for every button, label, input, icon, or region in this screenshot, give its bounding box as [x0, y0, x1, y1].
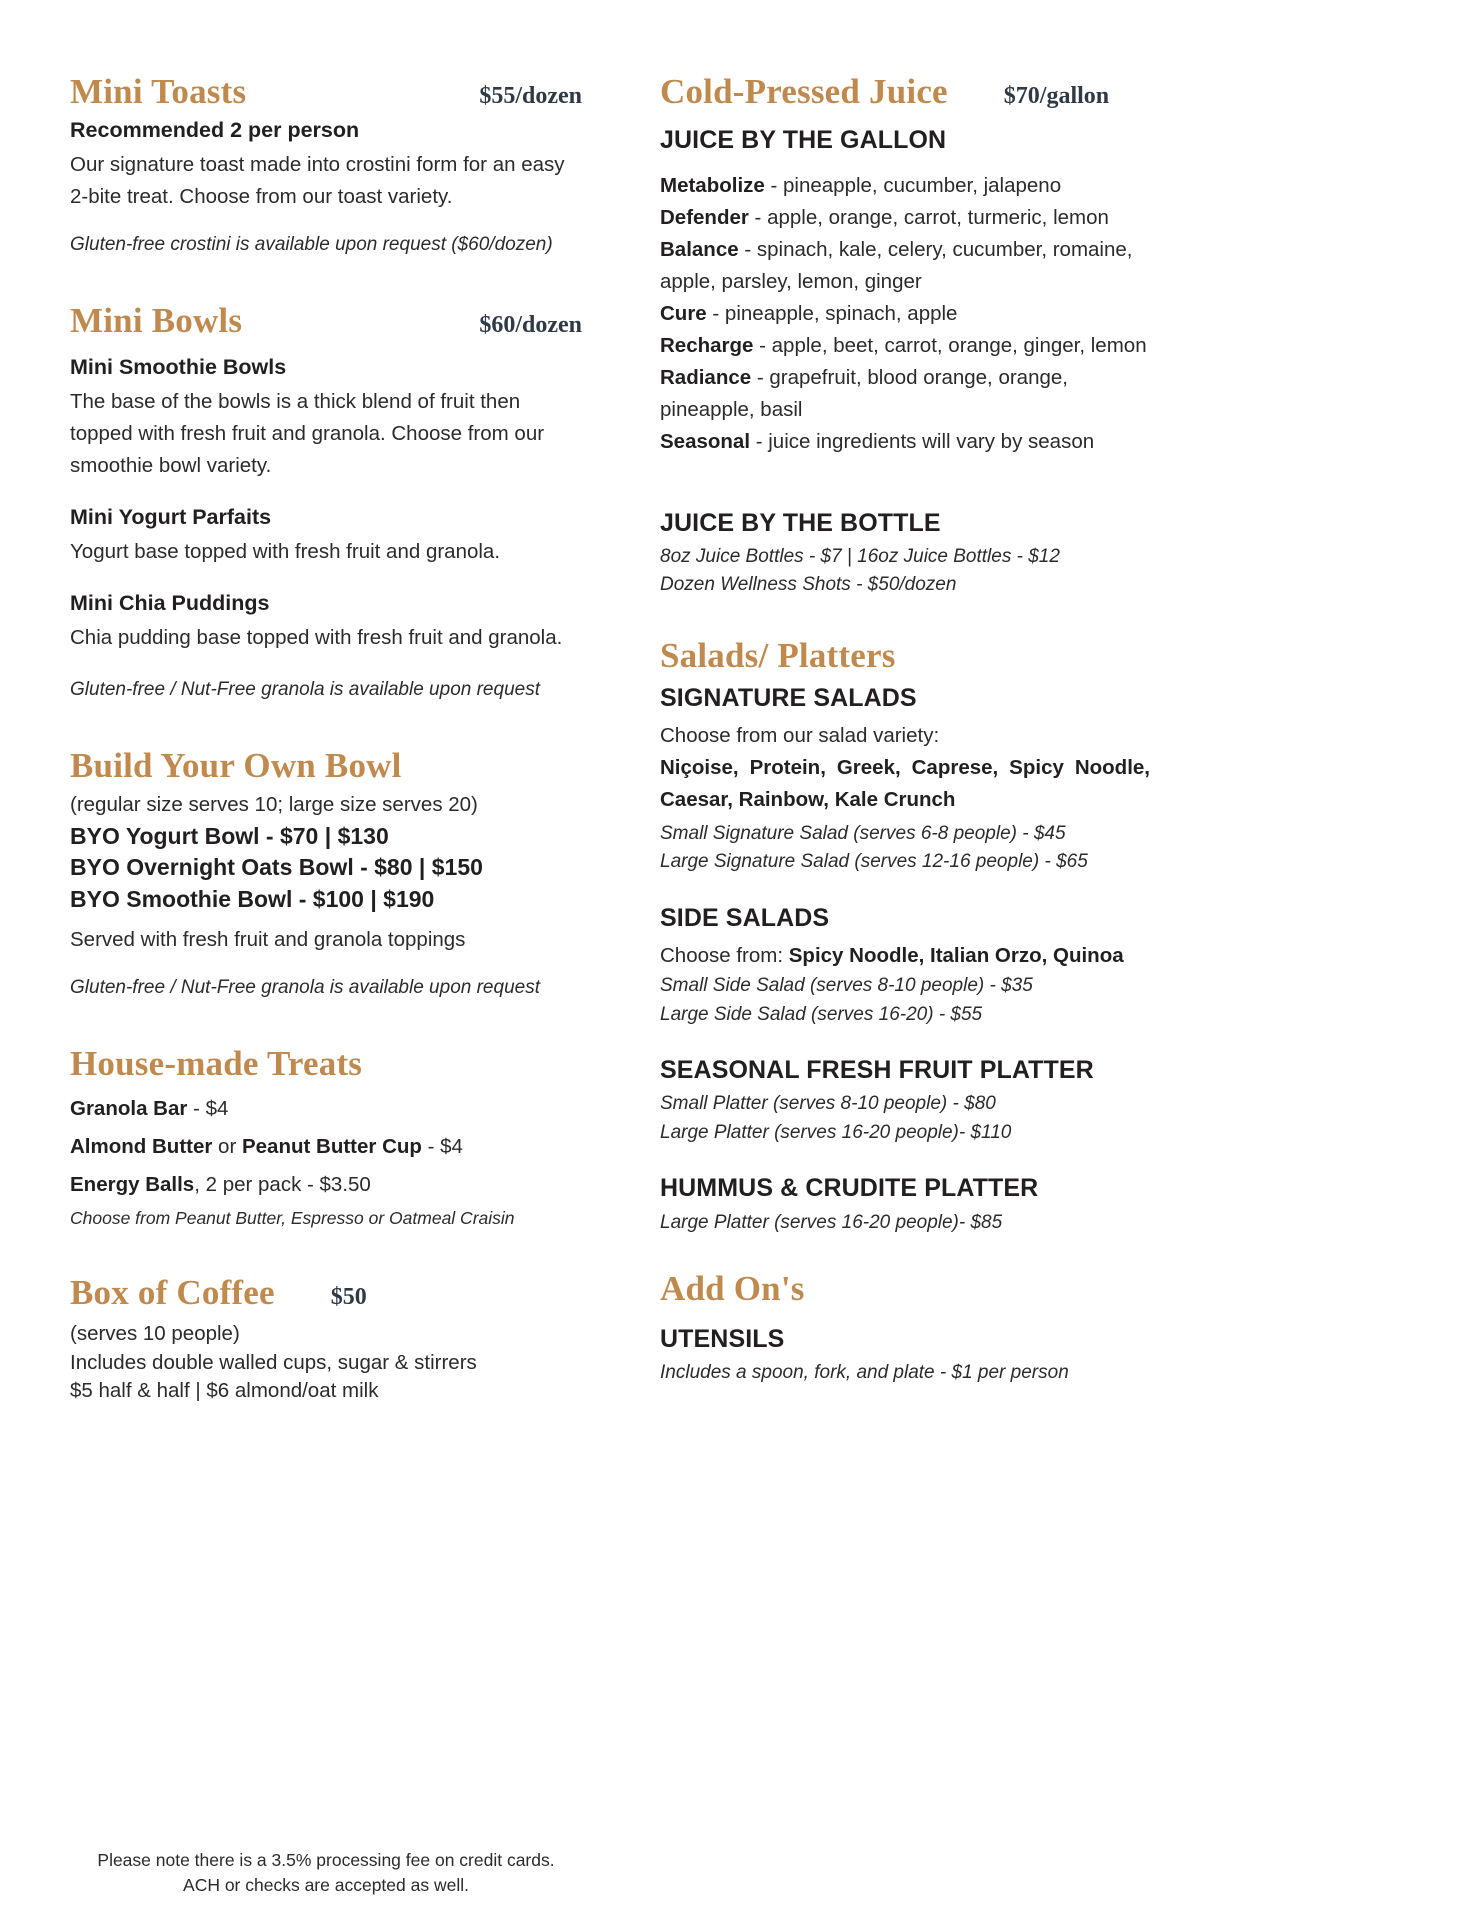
treat-peanut-butter-cup-name: Peanut Butter Cup	[241, 1135, 422, 1159]
juice-title: Cold-Pressed Juice	[660, 72, 948, 111]
left-column	[70, 0, 582, 1406]
processing-fee-line: Please note there is a 3.5% processing fee on credit cards.	[97, 1850, 555, 1870]
treat-butter-cup-price: - $4	[421, 1135, 463, 1159]
juice-recharge	[660, 330, 1150, 362]
mini-toasts-description: Our signature toast made into crostini form for an easy 2-bite treat. Choose from our toast variety.	[70, 152, 565, 208]
small-side-salad-price: Small Side Salad (serves 8-10 people) - $35	[660, 975, 1033, 997]
juice-header	[660, 74, 1150, 111]
juice-cure-ingredients: - pineapple, spinach, apple	[706, 301, 958, 325]
side-salads-choose-prefix: Choose from:	[660, 944, 789, 968]
byo-title: Build Your Own Bowl	[70, 746, 402, 786]
salads-title: Salads/ Platters	[660, 635, 896, 675]
juice-balance-ingredients: - spinach, kale, celery, cucumber, romaine, apple, parsley, lemon, ginger	[660, 237, 1133, 293]
hummus-platter-heading: HUMMUS & CRUDITE PLATTER	[660, 1174, 1039, 1203]
treat-butter-cup-conjunction: or	[212, 1135, 242, 1159]
juice-radiance-ingredients: - grapefruit, blood orange, orange, pineapple, basil	[660, 365, 1068, 421]
mini-bowls-title: Mini Bowls	[70, 301, 243, 341]
mini-toasts-recommendation: Recommended 2 per person	[70, 117, 360, 142]
coffee-serves: (serves 10 people)	[70, 1322, 240, 1346]
byo-yogurt-bowl: BYO Yogurt Bowl - $70 | $130	[70, 822, 389, 849]
mini-toasts-price: $55/dozen	[479, 83, 582, 109]
coffee-includes: Includes double walled cups, sugar & stirrers	[70, 1350, 477, 1374]
juice-wellness-shots-price: Dozen Wellness Shots - $50/dozen	[660, 574, 957, 596]
juice-balance	[660, 234, 1150, 298]
signature-salads-varieties: Niçoise, Protein, Greek, Caprese, Spicy Noodle, Caesar, Rainbow, Kale Crunch	[660, 755, 1150, 811]
treat-butter-cup	[70, 1131, 582, 1163]
juice-cure	[660, 298, 1150, 330]
treat-granola-bar-name: Granola Bar	[70, 1097, 188, 1121]
byo-note: Gluten-free / Nut-Free granola is available upon request	[70, 976, 540, 998]
add-ons-header	[660, 1271, 1150, 1308]
section-mini-toasts	[70, 74, 582, 259]
juice-metabolize-name: Metabolize	[660, 174, 765, 197]
treat-energy-balls	[70, 1169, 582, 1201]
juice-by-the-bottle-heading: JUICE BY THE BOTTLE	[660, 508, 941, 537]
side-salads-heading: SIDE SALADS	[660, 903, 830, 932]
mini-chia-puddings-description: Chia pudding base topped with fresh fruit and granola.	[70, 625, 563, 649]
coffee-header	[70, 1275, 582, 1312]
small-fruit-platter-price: Small Platter (serves 8-10 people) - $80	[660, 1093, 996, 1115]
mini-toasts-header	[70, 74, 582, 111]
section-cold-pressed-juice	[660, 74, 1150, 600]
juice-metabolize-ingredients: - pineapple, cucumber, jalapeno	[764, 174, 1062, 197]
coffee-milk-options: $5 half & half | $6 almond/oat milk	[70, 1379, 379, 1403]
juice-defender-name: Defender	[660, 205, 749, 229]
coffee-title: Box of Coffee	[70, 1273, 275, 1313]
juice-defender-ingredients: - apple, orange, carrot, turmeric, lemon	[748, 205, 1109, 229]
add-ons-title: Add On's	[660, 1269, 805, 1309]
signature-salads-choose: Choose from our salad variety:	[660, 723, 940, 747]
side-salads-choose	[660, 940, 1150, 972]
mini-bowls-note: Gluten-free / Nut-Free granola is available upon request	[70, 678, 540, 700]
juice-metabolize	[660, 170, 1150, 202]
treats-flavors-note: Choose from Peanut Butter, Espresso or Oatmeal Craisin	[70, 1208, 515, 1229]
large-signature-salad-price: Large Signature Salad (serves 12-16 people) - $65	[660, 851, 1088, 873]
treats-title: House-made Treats	[70, 1044, 363, 1084]
juice-radiance	[660, 362, 1150, 426]
treat-almond-butter-name: Almond Butter	[70, 1135, 213, 1159]
small-signature-salad-price: Small Signature Salad (serves 6-8 people) - $45	[660, 822, 1066, 844]
right-column	[660, 0, 1150, 1388]
mini-yogurt-parfaits-name: Mini Yogurt Parfaits	[70, 504, 272, 529]
byo-smoothie-bowl: BYO Smoothie Bowl - $100 | $190	[70, 886, 435, 913]
mini-smoothie-bowls-name: Mini Smoothie Bowls	[70, 354, 287, 379]
juice-price: $70/gallon	[1003, 83, 1110, 109]
juice-bottle-prices: 8oz Juice Bottles - $7 | 16oz Juice Bottles - $12	[660, 545, 1060, 567]
side-salads-varieties: Spicy Noodle, Italian Orzo, Quinoa	[788, 944, 1124, 968]
payment-footer-note	[70, 1848, 582, 1898]
mini-chia-puddings-name: Mini Chia Puddings	[70, 590, 270, 615]
utensils-heading: UTENSILS	[660, 1324, 785, 1353]
treats-header	[70, 1046, 582, 1083]
byo-sizes: (regular size serves 10; large size serves 20)	[70, 792, 478, 816]
fruit-platter-heading: SEASONAL FRESH FRUIT PLATTER	[660, 1056, 1094, 1085]
signature-salads-heading: SIGNATURE SALADS	[660, 683, 917, 712]
juice-seasonal	[660, 426, 1150, 458]
section-salads-platters	[660, 635, 1150, 1237]
treat-energy-balls-name: Energy Balls	[70, 1173, 195, 1197]
juice-balance-name: Balance	[660, 237, 739, 261]
salads-header	[660, 635, 1150, 675]
juice-seasonal-ingredients: - juice ingredients will vary by season	[750, 429, 1095, 453]
section-add-ons	[660, 1271, 1150, 1388]
section-box-of-coffee	[70, 1275, 582, 1406]
juice-radiance-name: Radiance	[660, 365, 752, 389]
mini-toasts-note: Gluten-free crostini is available upon request ($60/dozen)	[70, 233, 553, 255]
treat-granola-bar	[70, 1093, 582, 1125]
juice-recharge-ingredients: - apple, beet, carrot, orange, ginger, lemon	[753, 333, 1147, 357]
juice-defender	[660, 202, 1150, 234]
large-hummus-platter-price: Large Platter (serves 16-20 people)- $85	[660, 1211, 1003, 1233]
mini-toasts-title: Mini Toasts	[70, 72, 247, 111]
mini-bowls-header	[70, 303, 582, 340]
byo-overnight-oats-bowl: BYO Overnight Oats Bowl - $80 | $150	[70, 854, 483, 881]
section-mini-bowls	[70, 303, 582, 704]
section-house-made-treats	[70, 1046, 582, 1231]
mini-yogurt-parfaits-description: Yogurt base topped with fresh fruit and granola.	[70, 539, 501, 563]
juice-seasonal-name: Seasonal	[660, 429, 751, 453]
mini-bowls-price: $60/dozen	[479, 312, 582, 339]
large-side-salad-price: Large Side Salad (serves 16-20) - $55	[660, 1003, 983, 1025]
byo-header	[70, 748, 582, 785]
treat-granola-bar-price: - $4	[187, 1097, 229, 1121]
byo-served-with: Served with fresh fruit and granola toppings	[70, 927, 466, 951]
section-build-your-own-bowl	[70, 748, 582, 1002]
juice-by-the-gallon-heading: JUICE BY THE GALLON	[660, 125, 947, 154]
ach-checks-line: ACH or checks are accepted as well.	[183, 1874, 469, 1895]
juice-cure-name: Cure	[660, 301, 707, 325]
utensils-description: Includes a spoon, fork, and plate - $1 per person	[660, 1362, 1069, 1384]
treat-energy-balls-price: , 2 per pack - $3.50	[194, 1173, 371, 1197]
mini-smoothie-bowls-description: The base of the bowls is a thick blend of fruit then topped with fresh fruit and granola. Choose from our smoothie bowl variety.	[70, 389, 545, 477]
coffee-price: $50	[330, 1284, 367, 1311]
large-fruit-platter-price: Large Platter (serves 16-20 people)- $110	[660, 1121, 1012, 1143]
juice-recharge-name: Recharge	[660, 333, 754, 357]
